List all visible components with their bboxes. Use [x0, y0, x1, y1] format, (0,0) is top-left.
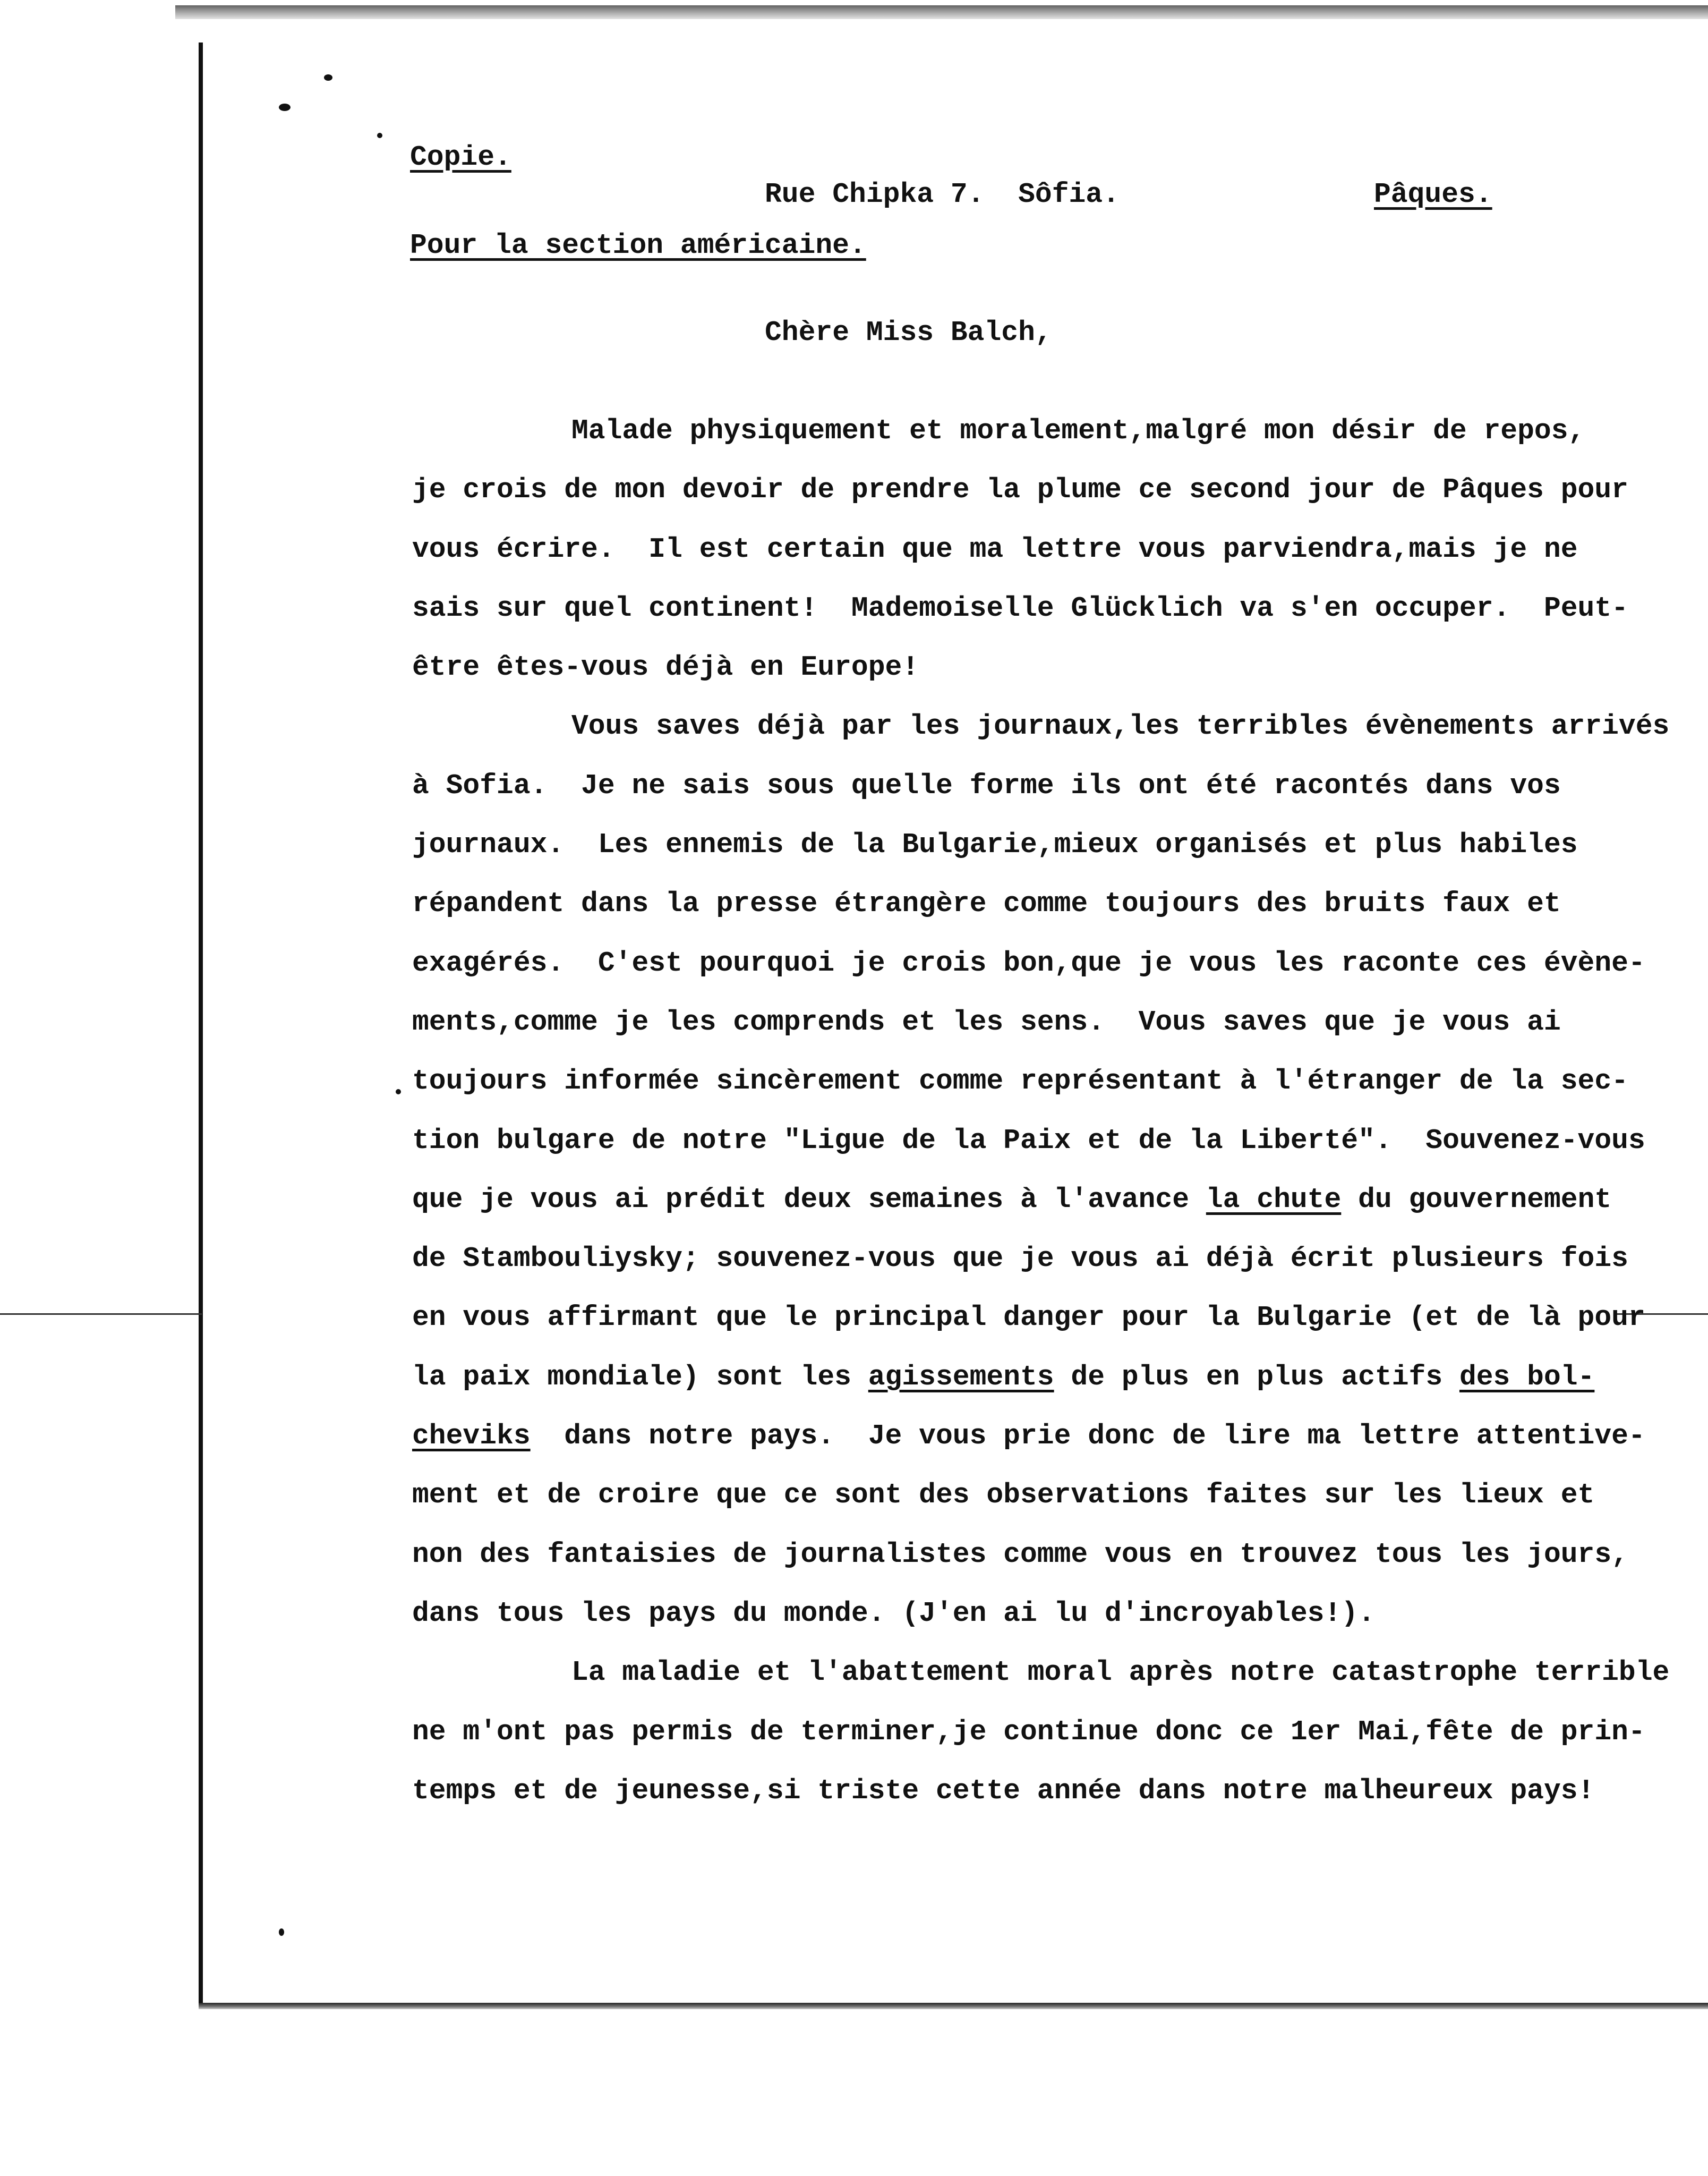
letter-body [412, 416, 1669, 1835]
body-line [412, 475, 1669, 534]
text-segment: ment et de croire que ce sont des observations faites sur les lieux et [412, 1479, 1595, 1511]
text-segment: vous écrire. Il est certain que ma lettre vous parviendra,mais je ne [412, 533, 1578, 565]
text-segment: toujours informée sincèrement comme représentant à l'étranger de la sec- [412, 1065, 1628, 1098]
text-segment: non des fantaisies de journalistes comme vous en trouvez tous les jours, [412, 1538, 1628, 1570]
body-line [412, 1126, 1669, 1185]
text-segment: être êtes-vous déjà en Europe! [412, 651, 919, 684]
scan-edge-top [175, 5, 1708, 19]
body-line [412, 711, 1669, 770]
text-segment: du gouvernement [1341, 1183, 1612, 1216]
text-segment: en vous affirmant que le principal danger pour la Bulgarie (et de là pour [412, 1302, 1645, 1334]
salutation: Chère Miss Balch, [765, 317, 1052, 348]
body-line [412, 1066, 1669, 1125]
underlined-text: la chute [1206, 1183, 1342, 1216]
page-border-bottom [199, 2003, 1708, 2009]
ink-speck [279, 1928, 284, 1936]
underlined-text: des bol- [1459, 1361, 1595, 1393]
text-segment: de plus en plus actifs [1054, 1361, 1459, 1393]
body-line [412, 652, 1669, 711]
body-line [412, 1244, 1669, 1303]
text-segment: je crois de mon devoir de prendre la plume ce second jour de Pâques pour [412, 474, 1628, 506]
body-line [412, 1776, 1669, 1835]
body-line [412, 1421, 1669, 1480]
text-segment: dans notre pays. Je vous prie donc de lire ma lettre attentive- [530, 1420, 1645, 1452]
text-segment: de Stambouliysky; souvenez-vous que je vous ai déjà écrit plusieurs fois [412, 1243, 1628, 1275]
body-line [412, 1303, 1669, 1362]
body-line [412, 1540, 1669, 1599]
body-line [412, 830, 1669, 889]
letter-date: Pâques. [1374, 178, 1492, 210]
copy-label: Copie. [410, 141, 511, 173]
text-segment: La maladie et l'abattement moral après notre catastrophe terrible [571, 1656, 1670, 1689]
text-segment: à Sofia. Je ne sais sous quelle forme ils ont été racontés dans vos [412, 769, 1561, 802]
body-line [412, 1185, 1669, 1244]
text-segment: exagérés. C'est pourquoi je crois bon,que je vous les raconte ces évène- [412, 947, 1645, 979]
body-line [412, 593, 1669, 652]
fold-line [0, 1313, 202, 1315]
text-segment: ments,comme je les comprends et les sens. Vous saves que je vous ai [412, 1006, 1561, 1038]
body-line [412, 1480, 1669, 1539]
ink-speck [377, 133, 382, 138]
underlined-text: agissements [868, 1361, 1054, 1393]
body-line [412, 1007, 1669, 1066]
text-segment: répandent dans la presse étrangère comme toujours des bruits faux et [412, 888, 1561, 920]
text-segment: journaux. Les ennemis de la Bulgarie,mieux organisés et plus habiles [412, 829, 1578, 861]
ink-speck [396, 1089, 401, 1094]
page-border-left [199, 42, 203, 2003]
body-line [412, 889, 1669, 948]
text-segment: tion bulgare de notre "Ligue de la Paix et de la Liberté". Souvenez-vous [412, 1124, 1645, 1157]
text-segment: sais sur quel continent! Mademoiselle Glücklich va s'en occuper. Peut- [412, 592, 1628, 624]
sender-address: Rue Chipka 7. Sôfia. [765, 178, 1120, 210]
body-line [412, 1362, 1669, 1421]
section-heading: Pour la section américaine. [410, 230, 866, 261]
body-line [412, 1717, 1669, 1776]
body-line [412, 948, 1669, 1007]
text-segment: Malade physiquement et moralement,malgré mon désir de repos, [571, 415, 1585, 447]
text-segment: ne m'ont pas permis de terminer,je continue donc ce 1er Mai,fête de prin- [412, 1715, 1645, 1748]
body-line [412, 1658, 1669, 1716]
ink-speck [324, 74, 332, 81]
underlined-text: cheviks [412, 1420, 531, 1452]
text-segment: la paix mondiale) sont les [412, 1361, 868, 1393]
text-segment: dans tous les pays du monde. (J'en ai lu d'incroyables!). [412, 1597, 1375, 1629]
body-line [412, 416, 1669, 475]
text-segment: temps et de jeunesse,si triste cette année dans notre malheureux pays! [412, 1774, 1595, 1807]
ink-speck [279, 104, 291, 111]
text-segment: que je vous ai prédit deux semaines à l'avance [412, 1183, 1206, 1216]
body-line [412, 1599, 1669, 1658]
text-segment: Vous saves déjà par les journaux,les terribles évènements arrivés [571, 710, 1670, 743]
body-line [412, 771, 1669, 830]
body-line [412, 534, 1669, 593]
